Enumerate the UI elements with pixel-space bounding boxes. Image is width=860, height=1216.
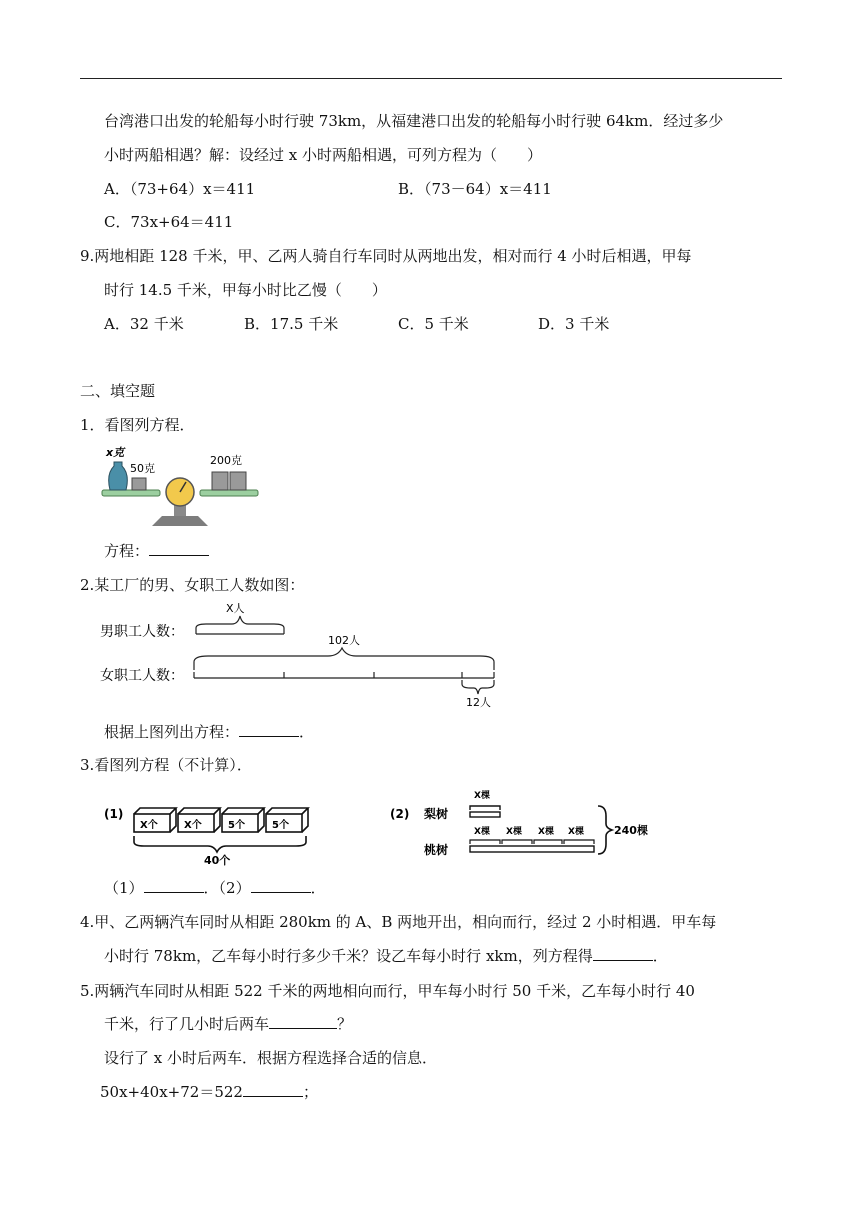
f3-prompt: 3.看图列方程（不计算）． bbox=[80, 756, 252, 774]
f3-pear-x-label: X棵 bbox=[474, 791, 490, 801]
f2-answer-label: 根据上图列出方程： bbox=[104, 723, 240, 741]
f2-bar-figure bbox=[96, 598, 516, 712]
f5-line2-end: ？ bbox=[337, 1015, 353, 1033]
f5-text-line1: 5.两辆汽车同时从相距 522 千米的两地相向而行，甲车每小时行 50 千米，乙车每小时行 40 bbox=[80, 982, 695, 1000]
q8-option-c: C．73x+64＝411 bbox=[104, 213, 234, 231]
f3-peach-seg-3 bbox=[534, 840, 562, 844]
q9-text-line2: 时行 14.5 千米，甲每小时比乙慢（ ） bbox=[104, 281, 387, 299]
f3-fig1-tag: (1) bbox=[104, 807, 124, 821]
f3-peach-seg-1 bbox=[470, 840, 500, 844]
svg-text:5个: 5个 bbox=[228, 820, 245, 831]
f3-peach-x-label-4: X棵 bbox=[568, 827, 584, 837]
scale-base bbox=[152, 516, 208, 526]
f5-text-line2 bbox=[104, 1014, 352, 1034]
weight-200b-icon bbox=[230, 472, 246, 490]
svg-text:X个: X个 bbox=[140, 820, 158, 831]
right-pan bbox=[200, 490, 258, 496]
f3-peach-seg-2 bbox=[502, 840, 532, 844]
f5-equation: 50x+40x+72＝522 bbox=[100, 1083, 243, 1101]
weight-50-icon bbox=[132, 478, 146, 490]
f2-answer-blank[interactable] bbox=[239, 722, 299, 737]
f2-prompt: 2.某工厂的男、女职工人数如图： bbox=[80, 576, 305, 594]
q9-text-line1: 9.两地相距 128 千米，甲、乙两人骑自行车同时从两地出发，相对而行 4 小时后相遇，甲每 bbox=[80, 247, 692, 265]
f1-answer bbox=[104, 541, 209, 561]
f3-box-3 bbox=[222, 808, 264, 832]
f1-balance-figure bbox=[100, 444, 260, 532]
f1-answer-blank[interactable] bbox=[149, 541, 209, 556]
f3-peach-seg-4 bbox=[564, 840, 594, 844]
f2-extra-label: 12人 bbox=[466, 696, 491, 709]
svg-text:5个: 5个 bbox=[272, 820, 289, 831]
header-rule bbox=[80, 78, 782, 79]
f3-answer1-label: （1） bbox=[104, 879, 144, 897]
f3-pear-label: 梨树 bbox=[424, 807, 449, 821]
f5-answer-blank[interactable] bbox=[243, 1082, 303, 1097]
f3-peach-x-label-2: X棵 bbox=[506, 827, 522, 837]
f2-total-label: 102人 bbox=[328, 634, 360, 647]
f3-fig2-brace bbox=[598, 806, 612, 854]
f4-answer-blank[interactable] bbox=[593, 946, 653, 961]
f1-x-label: x克 bbox=[106, 446, 125, 459]
f3-answer bbox=[104, 878, 326, 898]
left-pan bbox=[102, 490, 160, 496]
f4-line2-end: ． bbox=[652, 947, 668, 965]
f3-answer1-blank[interactable] bbox=[144, 878, 204, 893]
f3-figures bbox=[100, 788, 660, 868]
weight-200-icon bbox=[212, 472, 228, 490]
f2-x-label: X人 bbox=[226, 602, 245, 615]
section-heading: 二、填空题 bbox=[80, 382, 156, 400]
f3-answer-sep: ．（2） bbox=[203, 879, 251, 897]
extra-brace bbox=[462, 680, 494, 694]
q8-text-line1: 台湾港口出发的轮船每小时行驶 73km，从福建港口出发的轮船每小时行驶 64km．经过多少 bbox=[104, 112, 724, 130]
f5-question-blank[interactable] bbox=[269, 1014, 337, 1029]
q9-option-b: B．17.5 千米 bbox=[244, 315, 339, 333]
f1-weight-label: 50克 bbox=[130, 462, 155, 475]
svg-text:X个: X个 bbox=[184, 820, 202, 831]
f3-fig1-total: 40个 bbox=[204, 854, 231, 867]
f5-text-line3: 设行了 x 小时后两车．根据方程选择合适的信息． bbox=[104, 1049, 437, 1067]
q8-option-b: B．（73－64）x＝411 bbox=[398, 180, 552, 198]
f2-female-label: 女职工人数： bbox=[100, 668, 184, 684]
f5-line2-text: 千米，行了几小时后两车 bbox=[104, 1015, 270, 1033]
f3-peach-bar bbox=[470, 846, 594, 852]
f3-fig2-tag: (2) bbox=[390, 807, 410, 821]
male-brace bbox=[196, 616, 284, 634]
f1-answer-label: 方程： bbox=[104, 542, 150, 560]
f3-box-4 bbox=[266, 808, 308, 832]
f3-answer-end: ． bbox=[310, 879, 326, 897]
vase-icon bbox=[109, 462, 128, 490]
f5-line4-end: ； bbox=[302, 1083, 318, 1101]
f3-answer2-blank[interactable] bbox=[251, 878, 311, 893]
q8-option-a: A．（73+64）x＝411 bbox=[104, 180, 256, 198]
f3-fig2-total: 240棵 bbox=[614, 824, 648, 837]
f4-text-line1: 4.甲、乙两辆汽车同时从相距 280km 的 A、B 两地开出，相向而行，经过 2 小时相遇．甲车每 bbox=[80, 913, 717, 931]
q9-option-c: C．5 千米 bbox=[398, 315, 469, 333]
f2-answer-end: ． bbox=[299, 723, 315, 741]
f5-text-line4 bbox=[100, 1082, 318, 1102]
f3-peach-x-label-1: X棵 bbox=[474, 827, 490, 837]
f3-pear-bar bbox=[470, 812, 500, 817]
f4-line2-text: 小时行 78km，乙车每小时行多少千米？设乙车每小时行 xkm，列方程得 bbox=[104, 947, 593, 965]
f2-answer bbox=[104, 722, 314, 742]
q9-option-d: D．3 千米 bbox=[538, 315, 610, 333]
q8-text-line2: 小时两船相遇？解：设经过 x 小时两船相遇，可列方程为（ ） bbox=[104, 146, 542, 164]
f3-box-1 bbox=[134, 808, 176, 832]
f1-prompt: 1．看图列方程． bbox=[80, 416, 195, 434]
f4-text-line2 bbox=[104, 946, 668, 966]
total-brace bbox=[194, 648, 494, 670]
q9-option-a: A．32 千米 bbox=[104, 315, 184, 333]
f3-peach-x-label-3: X棵 bbox=[538, 827, 554, 837]
f3-pear-brace bbox=[470, 806, 500, 810]
f3-box-2 bbox=[178, 808, 220, 832]
f3-peach-label: 桃树 bbox=[424, 843, 449, 857]
f3-fig1-brace bbox=[134, 836, 306, 852]
f2-male-label: 男职工人数： bbox=[100, 624, 184, 640]
f1-right-label: 200克 bbox=[210, 454, 242, 467]
